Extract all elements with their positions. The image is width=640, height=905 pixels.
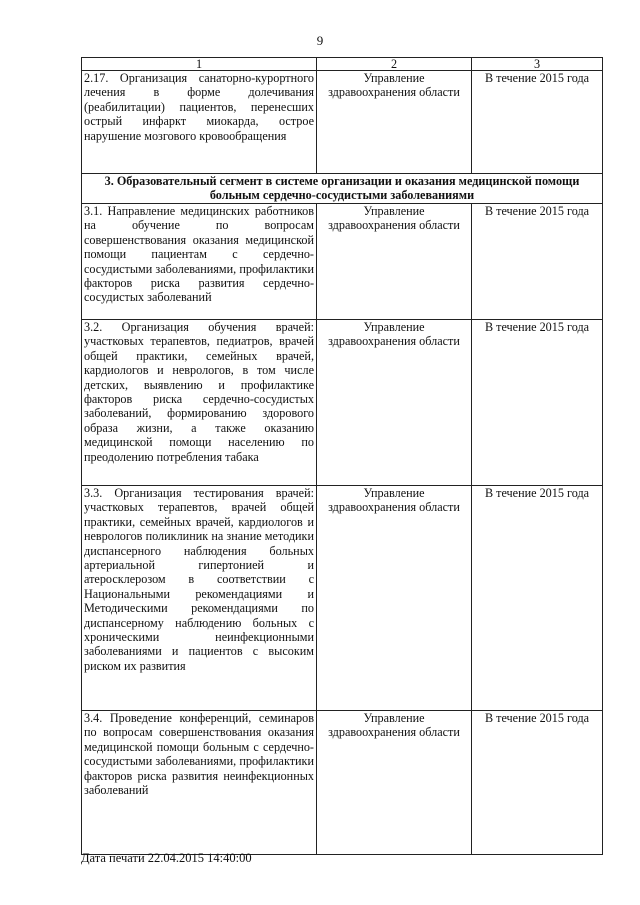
column-number-1: 1 — [82, 58, 317, 71]
measures-table — [81, 57, 603, 855]
table-row — [82, 711, 603, 855]
term-cell: В течение 2015 года — [472, 486, 603, 711]
term-cell: В течение 2015 года — [472, 71, 603, 174]
measure-text: 3.3. Организация тестирования врачей: участковых терапевтов, врачей общей практики, семейных врачей, кардиологов и неврологов поликлиник на знание методики диспансерного наблюдения больных артериальной гипертонией и атеросклерозом в соответствии с Национальными рекомендациями и Методическими рекомендациями по диспансерному наблюдению больных с хроническими неинфекционными заболеваниями и пациентов с высоким риском их развития — [82, 486, 317, 711]
term-cell: В течение 2015 года — [472, 204, 603, 320]
executor-cell: Управление здравоохранения области — [317, 711, 472, 855]
executor-cell: Управление здравоохранения области — [317, 204, 472, 320]
term-cell: В течение 2015 года — [472, 320, 603, 486]
table-row — [82, 71, 603, 174]
executor-cell: Управление здравоохранения области — [317, 320, 472, 486]
section-heading-row — [82, 174, 603, 204]
section-title: 3. Образовательный сегмент в системе организации и оказания медицинской помощи больным сердечно-сосудистыми заболеваниями — [82, 174, 603, 204]
measure-text: 3.2. Организация обучения врачей: участковых терапевтов, педиатров, врачей общей практики, семейных врачей, кардиологов и неврологов, в том числе детских, выявлению и профилактике факторов риска сердечно-сосудистых заболеваний, формированию здорового образа жизни, а также оказанию медицинской помощи населению по преодолению потребления табака — [82, 320, 317, 486]
page-number: 9 — [316, 33, 324, 48]
table-row — [82, 204, 603, 320]
column-number-3: 3 — [472, 58, 603, 71]
measure-text: 2.17. Организация санаторно-курортного лечения в форме долечивания (реабилитации) пациентов, перенесших острый инфаркт миокарда, острое нарушение мозгового кровообращения — [82, 71, 317, 174]
table-header-row — [82, 58, 603, 71]
executor-cell: Управление здравоохранения области — [317, 486, 472, 711]
executor-cell: Управление здравоохранения области — [317, 71, 472, 174]
term-cell: В течение 2015 года — [472, 711, 603, 855]
table-row — [82, 320, 603, 486]
table-row — [82, 486, 603, 711]
print-date: Дата печати 22.04.2015 14:40:00 — [81, 851, 252, 865]
measure-text: 3.4. Проведение конференций, семинаров по вопросам совершенствования оказания медицинской помощи больным с сердечно-сосудистыми заболеваниями, профилактики факторов риска развития неинфекционных заболеваний — [82, 711, 317, 855]
column-number-2: 2 — [317, 58, 472, 71]
measure-text: 3.1. Направление медицинских работников на обучение по вопросам совершенствования оказания медицинской помощи пациентам с сердечно-сосудистыми заболеваниями, профилактики факторов риска развития сердечно-сосудистых заболеваний — [82, 204, 317, 320]
